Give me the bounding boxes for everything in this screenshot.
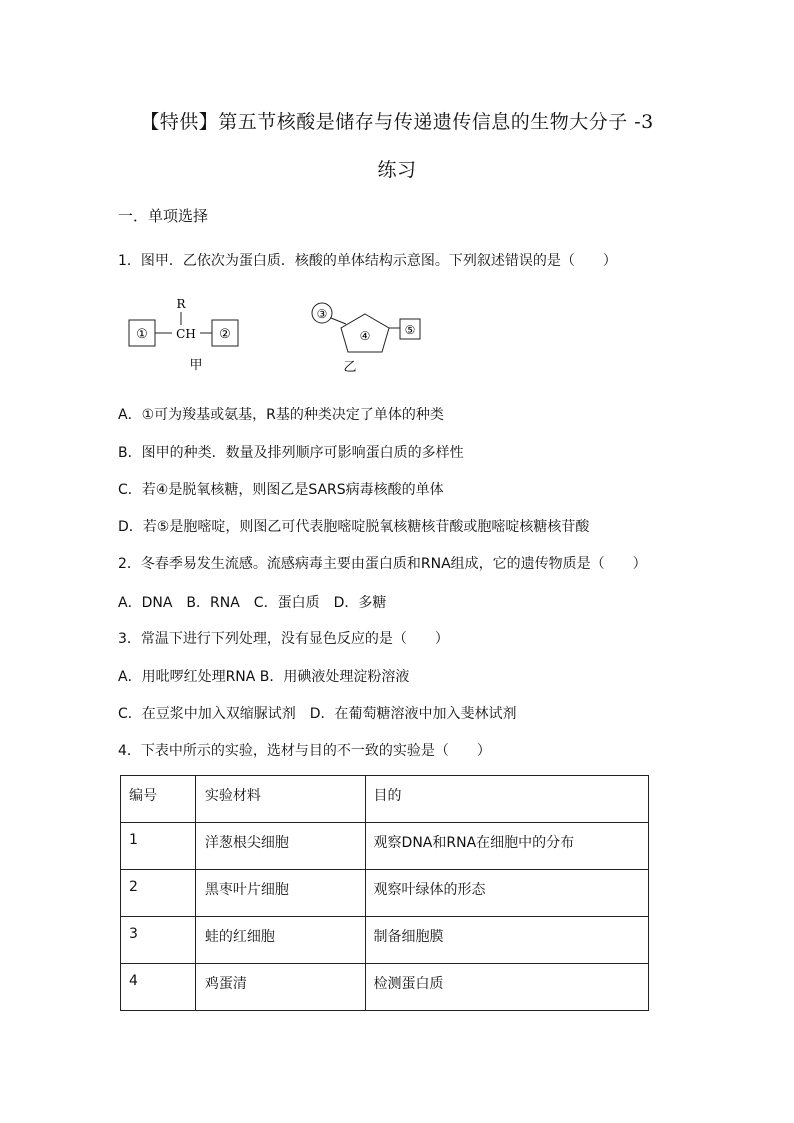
question-1-option-a: A．①可为羧基或氨基，R基的种类决定了单体的种类 — [118, 407, 444, 423]
table-row — [121, 823, 649, 870]
section-heading: 一．单项选择 — [118, 207, 209, 225]
question-2-stem: 2．冬春季易发生流感。流感病毒主要由蛋白质和RNA组成，它的遗传物质是（ ） — [118, 556, 647, 572]
table-cell: 检测蛋白质 — [365, 964, 648, 1011]
table-cell: 2 — [121, 870, 196, 917]
table-cell: 蛙的红细胞 — [195, 917, 365, 964]
table-cell: 鸡蛋清 — [195, 964, 365, 1011]
table-row — [121, 917, 649, 964]
label-3: ③ — [316, 307, 328, 321]
label-r: R — [176, 297, 186, 311]
table-row — [121, 964, 649, 1011]
question-1-option-d: D．若⑤是胞嘧啶，则图乙可代表胞嘧啶脱氧核糖核苷酸或胞嘧啶核糖核苷酸 — [118, 519, 590, 535]
table-cell: 观察叶绿体的形态 — [365, 870, 648, 917]
table-cell: 制备细胞膜 — [365, 917, 648, 964]
label-1: ① — [136, 327, 148, 342]
label-2: ② — [219, 327, 231, 342]
monomer-diagram — [118, 292, 438, 387]
table-cell: 4 — [121, 964, 196, 1011]
header-cell: 编号 — [121, 776, 196, 823]
table-row — [121, 870, 649, 917]
table-cell: 3 — [121, 917, 196, 964]
table-cell: 观察DNA和RNA在细胞中的分布 — [365, 823, 648, 870]
table-cell: 洋葱根尖细胞 — [195, 823, 365, 870]
question-3-stem: 3．常温下进行下列处理，没有显色反应的是（ ） — [118, 631, 449, 647]
title-line-2: 练习 — [377, 159, 417, 181]
question-4-stem: 4．下表中所示的实验，选材与目的不一致的实验是（ ） — [118, 743, 491, 759]
question-3-options-line-1: A．用吡啰红处理RNA B．用碘液处理淀粉溶液 — [118, 669, 410, 685]
caption-yi: 乙 — [343, 360, 357, 375]
header-cell: 目的 — [365, 776, 648, 823]
title-line-1: 【特供】第五节核酸是储存与传递遗传信息的生物大分子 -3 — [140, 111, 654, 133]
document-title — [110, 98, 684, 194]
label-4: ④ — [359, 329, 371, 343]
question-2-options: A．DNA B．RNA C．蛋白质 D．多糖 — [118, 595, 387, 611]
label-5: ⑤ — [404, 323, 416, 337]
header-cell: 实验材料 — [195, 776, 365, 823]
table-cell: 黑枣叶片细胞 — [195, 870, 365, 917]
caption-jia: 甲 — [189, 358, 203, 373]
label-ch: CH — [176, 327, 196, 341]
question-1-option-c: C．若④是脱氧核糖，则图乙是SARS病毒核酸的单体 — [118, 482, 444, 498]
question-1-option-b: B．图甲的种类．数量及排列顺序可影响蛋白质的多样性 — [118, 445, 464, 461]
experiment-table — [120, 775, 649, 1011]
bond-phosphate — [331, 318, 346, 324]
table-cell: 1 — [121, 823, 196, 870]
question-3-options-line-2: C．在豆浆中加入双缩脲试剂 D．在葡萄糖溶液中加入斐林试剂 — [118, 706, 517, 722]
table-header-row — [121, 776, 649, 823]
question-1-stem: 1．图甲．乙依次为蛋白质．核酸的单体结构示意图。下列叙述错误的是（ ） — [118, 253, 617, 269]
monomer-structure-figure — [118, 292, 438, 387]
